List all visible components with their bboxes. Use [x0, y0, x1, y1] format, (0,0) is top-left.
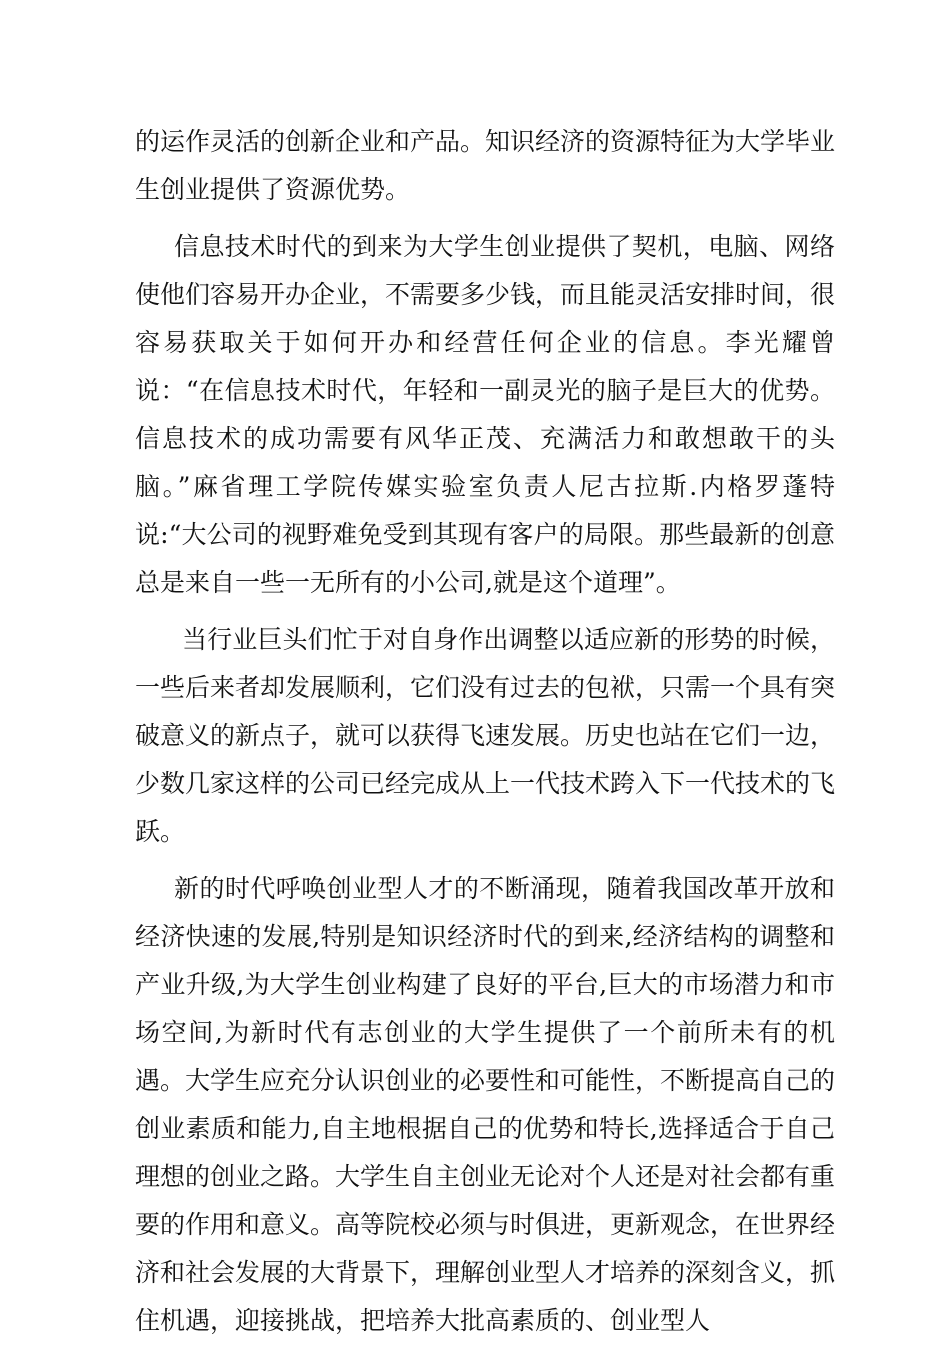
paragraph-1: 的运作灵活的创新企业和产品。知识经济的资源特征为大学毕业生创业提供了资源优势。: [135, 127, 836, 204]
document-body: [135, 118, 835, 1354]
paragraph-4: 新的时代呼唤创业型人才的不断涌现，随着我国改革开放和经济快速的发展,特别是知识经济时代的到来,经济结构的调整和产业升级,为大学生创业构建了良好的平台,巨大的市场潜力和市场空间,为新时代有志创业的大学生提供了一个前所未有的机遇。大学生应充分认识创业的必要性和可能性，不断提高自己的创业素质和能力,自主地根据自己的优势和特长,选择适合于自己理想的创业之路。大学生自主创业无论对个人还是对社会都有重要的作用和意义。高等院校必须与时俱进，更新观念，在世界经济和社会发展的大背景下，理解创业型人才培养的深刻含义，抓住机遇，迎接挑战，把培养大批高素质的、创业型人: [135, 874, 836, 1335]
paragraph-2: 信息技术时代的到来为大学生创业提供了契机，电脑、网络使他们容易开办企业，不需要多少钱，而且能灵活安排时间，很容易获取关于如何开办和经营任何企业的信息。李光耀曾说：“在信息技术时代，年轻和一副灵光的脑子是巨大的优势。信息技术的成功需要有风华正茂、充满活力和敢想敢干的头脑。”麻省理工学院传媒实验室负责人尼古拉斯.内格罗蓬特说:“大公司的视野难免受到其现有客户的局限。那些最新的创意总是来自一些一无所有的小公司,就是这个道理”。: [135, 232, 836, 597]
paragraph-3: 当行业巨头们忙于对自身作出调整以适应新的形势的时候，一些后来者却发展顺利，它们没有过去的包袱，只需一个具有突破意义的新点子，就可以获得飞速发展。历史也站在它们一边，少数几家这样的公司已经完成从上一代技术跨入下一代技术的飞跃。: [135, 625, 836, 846]
